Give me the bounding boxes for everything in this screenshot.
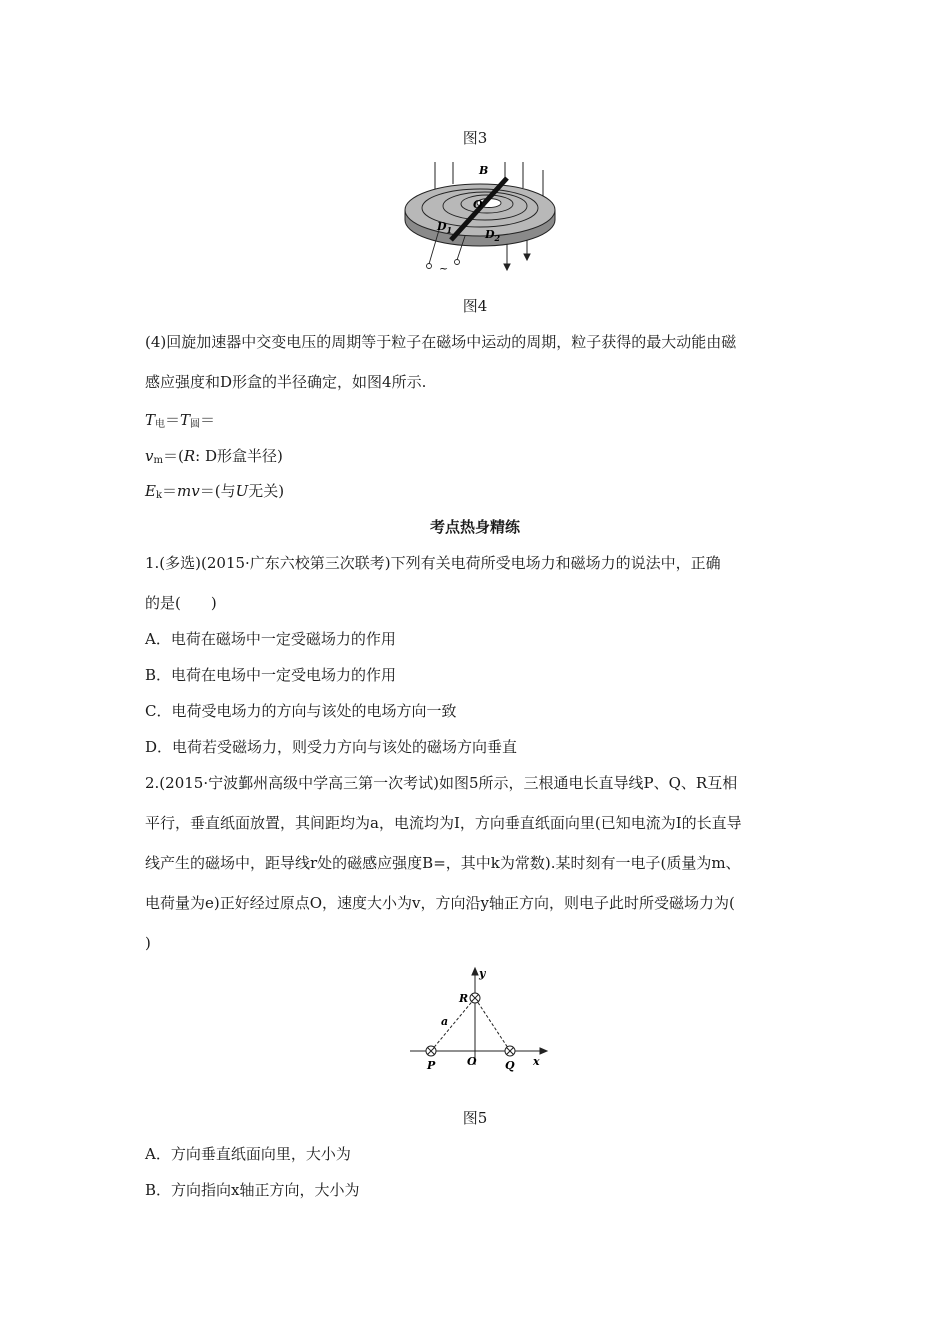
q2-line3: 线产生的磁场中，距导线r处的磁感应强度B=，其中k为常数).某时刻有一电子(质量为m、: [145, 854, 741, 872]
q2-line2: 平行，垂直纸面放置，其间距均为a，电流均为I，方向垂直纸面向里(已知电流为I的长直导: [145, 814, 742, 832]
origin-label: O: [467, 1055, 477, 1068]
fig5-caption: 图5: [462, 1109, 488, 1127]
axis-y-label: y: [479, 967, 486, 980]
fig3-caption: 图3: [462, 129, 488, 147]
q2-line5: ): [145, 934, 151, 952]
label-D2: $D_2$: [485, 228, 501, 243]
q2-line4: 电荷量为e)正好经过原点O，速度大小为v，方向沿y轴正方向，则电子此时所受磁场力为(: [145, 894, 735, 912]
formula-ek: $E_k=mv=$(与U无关): [145, 482, 285, 501]
wire-R-label: R: [459, 992, 469, 1005]
para4-line2: 感应强度和D形盒的半径确定，如图4所示.: [145, 373, 427, 391]
label-D1: $D_1$: [437, 220, 453, 235]
fig4-caption: 图4: [462, 297, 488, 315]
wire-P-label: P: [427, 1059, 436, 1072]
q2-option-b: B．方向指向x轴正方向，大小为: [145, 1181, 360, 1199]
q2-line1: 2.(2015·宁波鄞州高级中学高三第一次考试)如图5所示，三根通电长直导线P、Q、R互相: [145, 774, 738, 792]
q1-option-c: C．电荷受电场力的方向与该处的电场方向一致: [145, 702, 457, 720]
q2-option-a: A．方向垂直纸面向里，大小为: [145, 1145, 351, 1163]
q1-line2: 的是( ): [145, 594, 217, 612]
section-title: 考点热身精练: [429, 518, 520, 536]
distance-a-label: a: [441, 1015, 449, 1028]
ac-symbol: ~: [439, 262, 449, 275]
cyclotron-diagram: [395, 160, 565, 275]
label-B: B: [479, 164, 489, 177]
q1-line1: 1.(多选)(2015·广东六校第三次联考)下列有关电荷所受电场力和磁场力的说法中，正确: [145, 554, 721, 572]
wire-Q-label: Q: [505, 1059, 515, 1072]
q1-option-a: A．电荷在磁场中一定受磁场力的作用: [145, 630, 396, 648]
q1-option-d: D．电荷若受磁场力，则受力方向与该处的磁场方向垂直: [145, 738, 518, 756]
formula-period: $T_电=T_圆=$: [145, 411, 216, 430]
wires-diagram: [405, 965, 550, 1075]
axis-x-label: x: [533, 1055, 540, 1068]
para4-line1: (4)回旋加速器中交变电压的周期等于粒子在磁场中运动的周期，粒子获得的最大动能由磁: [145, 333, 737, 351]
q1-option-b: B．电荷在电场中一定受电场力的作用: [145, 666, 397, 684]
label-O: O: [473, 198, 483, 211]
formula-vmax: $v_m=(R$: D形盒半径): [145, 447, 283, 466]
